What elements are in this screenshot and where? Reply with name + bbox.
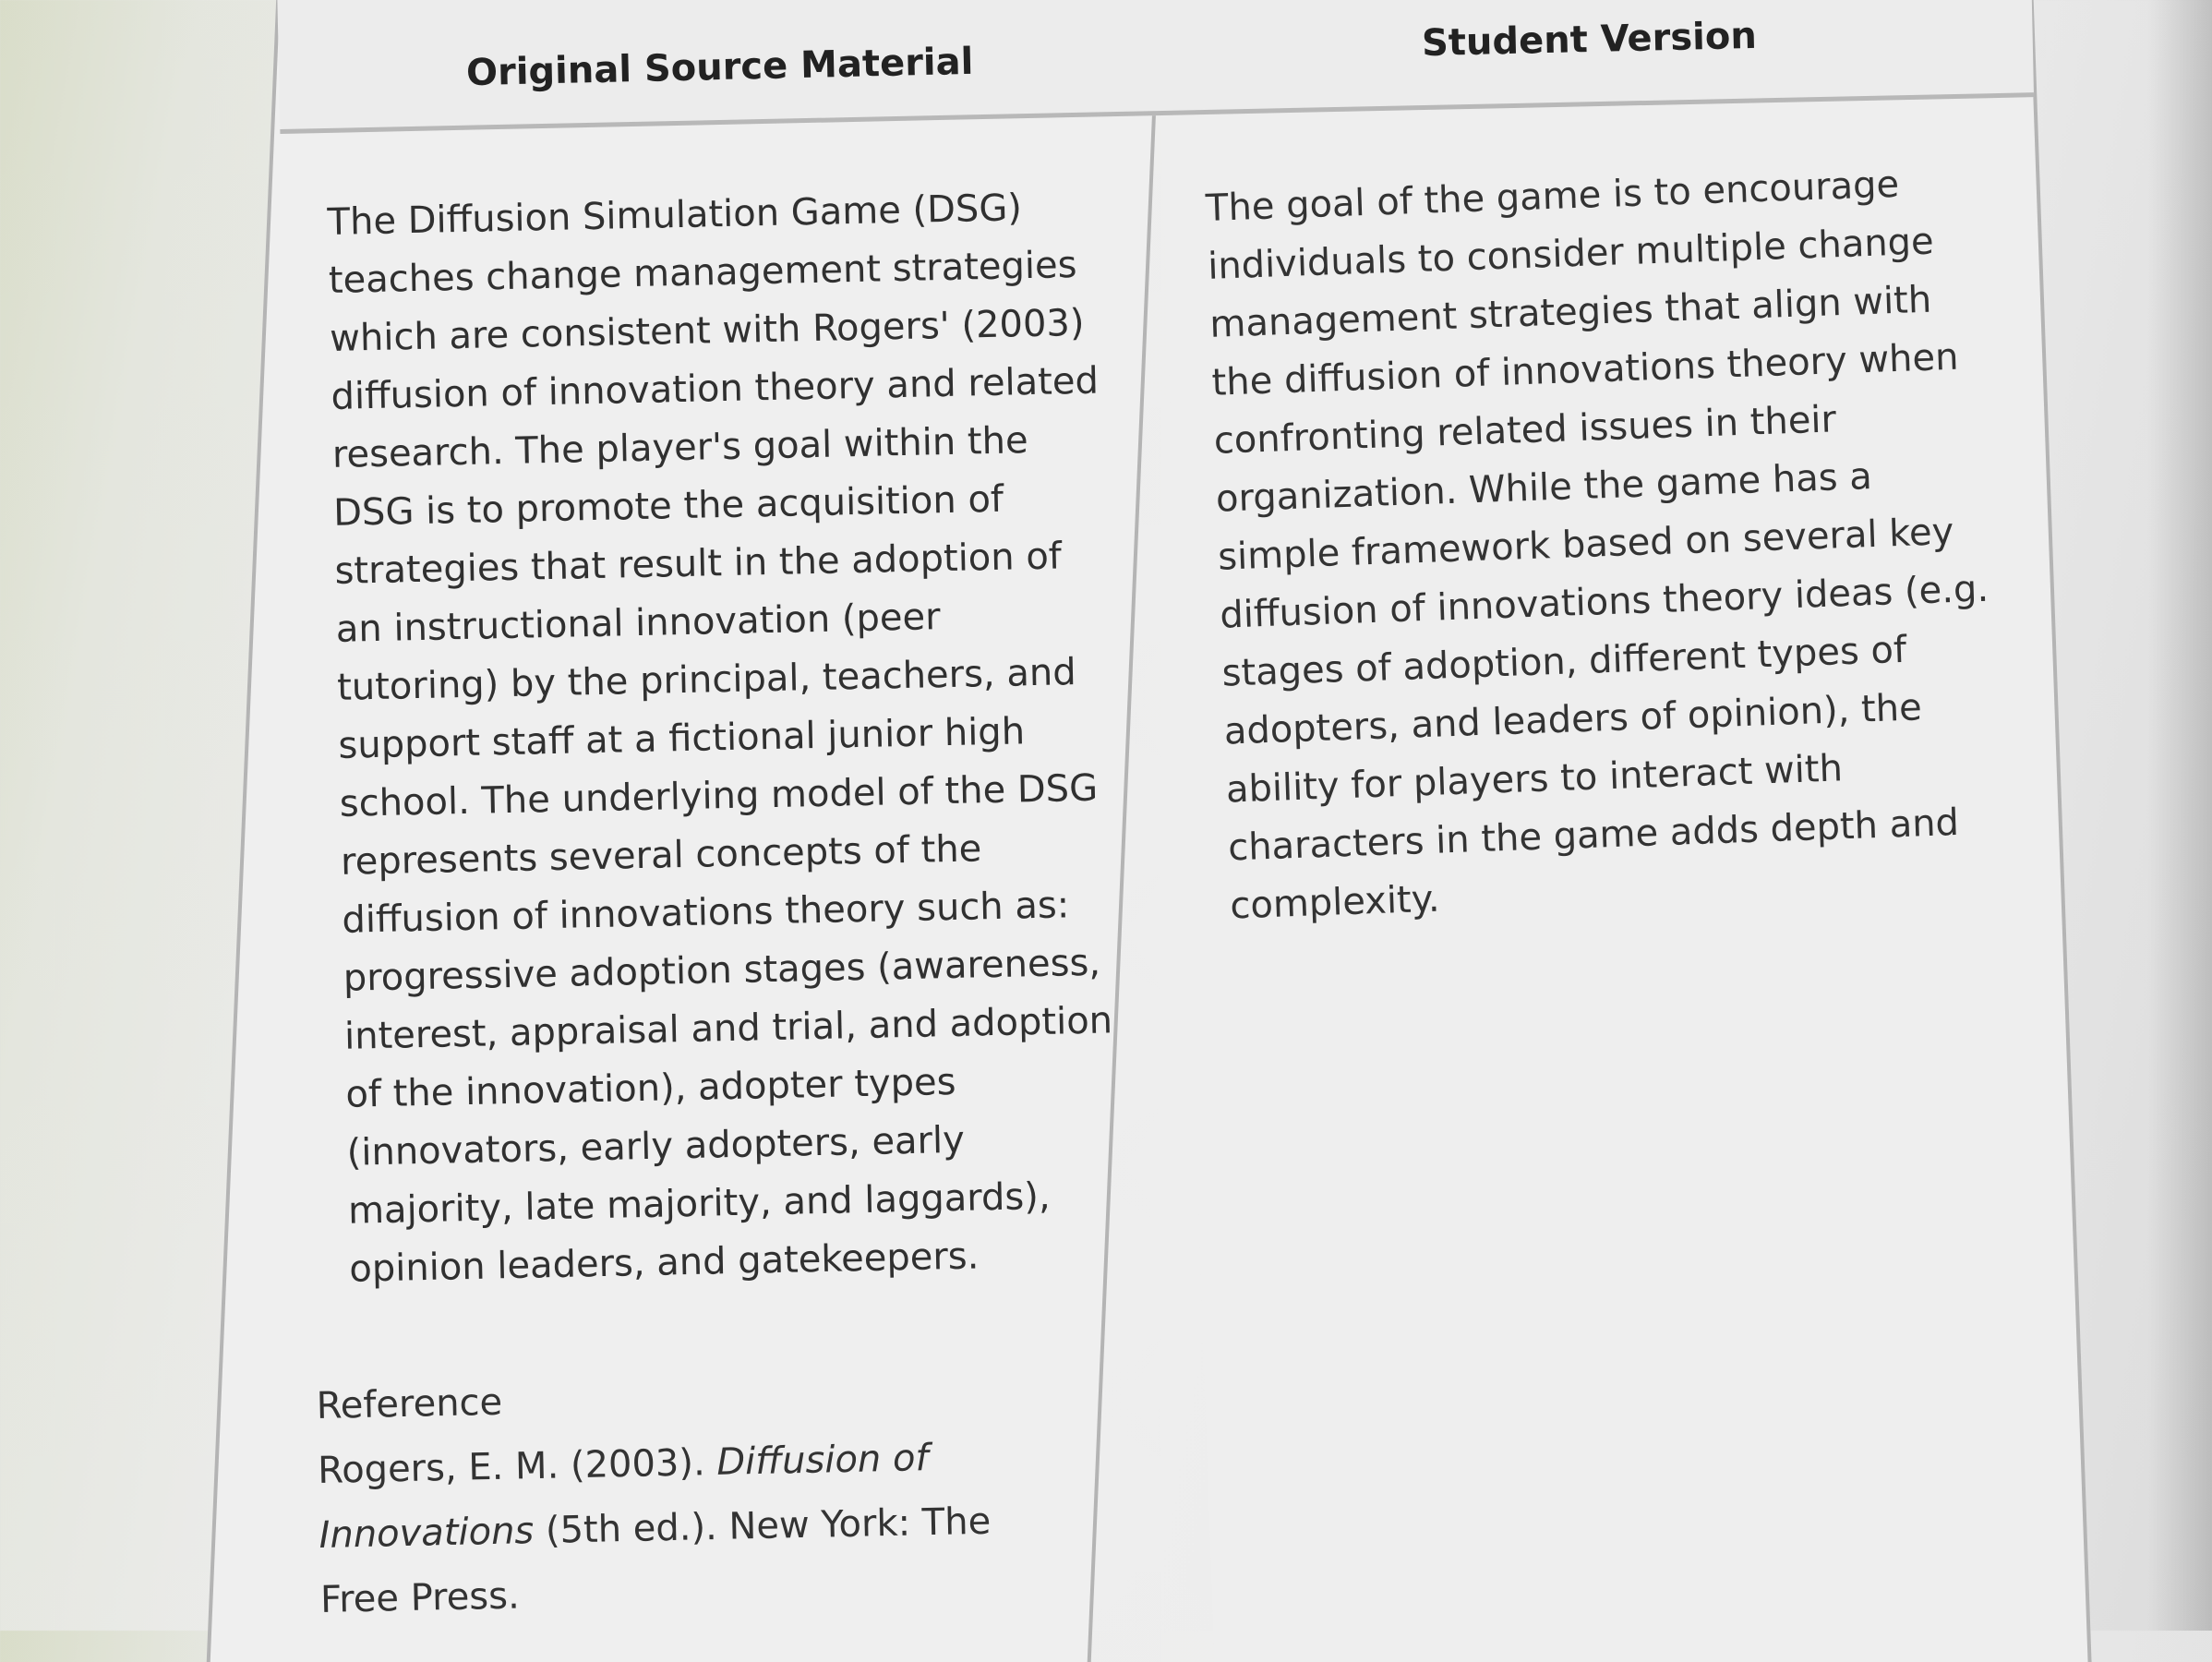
student-line: The goal of the game is to encourage [1205,163,1900,230]
student-line: simple framework based on several key [1217,510,1954,579]
reference-publisher: (5th ed.). New York: The [533,1499,992,1553]
student-line: complexity. [1229,877,1441,928]
source-line: majority, late majority, and laggards), [347,1174,1052,1233]
reference-line-3: Free Press. [319,1574,521,1621]
source-line: tutoring) by the principal, teachers, and [336,651,1077,709]
source-line: opinion leaders, and gatekeepers. [348,1234,980,1291]
student-line: adopters, and leaders of opinion), the [1223,686,1923,753]
source-line: which are consistent with Rogers' (2003) [329,301,1085,360]
header-source: Original Source Material [465,40,974,95]
reference-heading: Reference [316,1380,503,1427]
reference-title-part-2: Innovations [319,1510,535,1557]
source-line: (innovators, early adopters, early [346,1118,966,1174]
source-line: school. The underlying model of the DSG [339,766,1099,825]
header-student: Student Version [1421,14,1758,66]
source-line: interest, appraisal and trial, and adoption [343,999,1113,1058]
student-line: the diffusion of innovations theory when [1210,335,1960,404]
source-line: DSG is to promote the acquisition of [332,477,1004,535]
source-line: of the innovation), adopter types [344,1060,956,1116]
source-line: teaches change management strategies [328,244,1077,302]
student-line: stages of adoption, different types of [1220,628,1907,695]
source-line: represents several concepts of the [340,827,982,884]
student-line: characters in the game adds depth and [1227,801,1960,870]
reference-title-part-1: Diffusion of [715,1437,929,1484]
reference-author: Rogers, E. M. (2003). [317,1440,717,1492]
student-line: management strategies that align with [1208,278,1932,346]
source-line: an instructional innovation (peer [335,596,942,651]
student-text [1205,153,2000,936]
student-line: individuals to consider multiple change [1207,220,1935,288]
student-line: diffusion of innovations theory ideas (e.g. [1219,567,1990,637]
source-line: strategies that result in the adoption of [334,535,1063,593]
source-line: progressive adoption stages (awareness, [343,941,1101,1000]
source-line: diffusion of innovation theory and related [331,359,1100,418]
source-text [327,178,1118,1299]
student-line: ability for players to interact with [1225,747,1844,812]
student-line: confronting related issues in their [1213,398,1837,463]
reference-block [316,1360,992,1632]
screen-edge-shadow [2147,0,2212,1631]
source-line: diffusion of innovations theory such as: [342,884,1070,942]
student-line: organization. While the game has a [1215,454,1873,521]
source-line: support staff at a fictional junior high [338,710,1026,767]
source-line: research. The player's goal within the [331,419,1029,476]
source-line: The Diffusion Simulation Game (DSG) [327,187,1023,244]
